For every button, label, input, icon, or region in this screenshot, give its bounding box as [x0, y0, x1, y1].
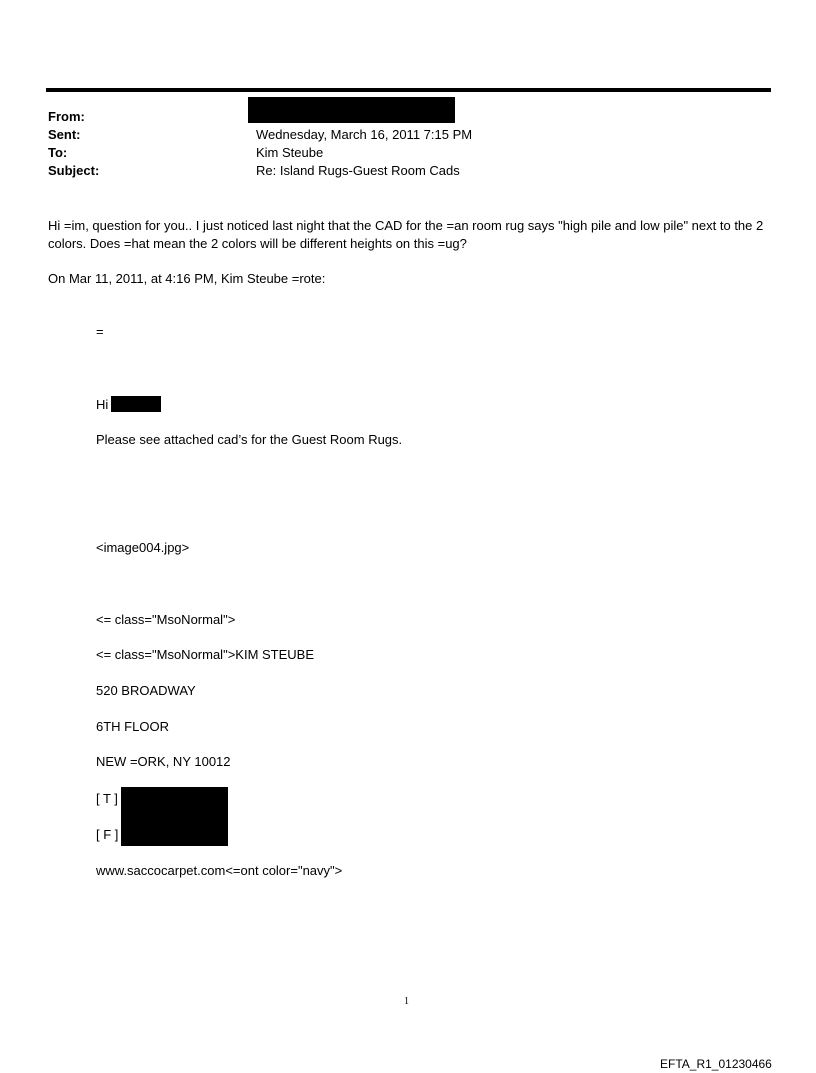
address-line-3: NEW =ORK, NY 10012	[96, 754, 231, 769]
page-number: 1	[404, 996, 409, 1007]
redaction-from	[248, 97, 455, 123]
header-rule	[46, 88, 771, 92]
to-label: To:	[48, 145, 68, 160]
website-line: www.saccocarpet.com<=ont color="navy">	[96, 863, 343, 878]
from-label: From:	[48, 109, 85, 124]
redaction-phone-fax	[121, 787, 228, 846]
attach-line: Please see attached cad’s for the Guest Room Rugs.	[96, 432, 403, 447]
sent-label: Sent:	[48, 127, 81, 142]
quote-intro: On Mar 11, 2011, at 4:16 PM, Kim Steube =rote:	[48, 271, 326, 286]
subject-value: Re: Island Rugs-Guest Room Cads	[256, 163, 460, 178]
image-reference: <image004.jpg>	[96, 540, 190, 555]
tel-label: [ T ]	[96, 791, 118, 806]
address-line-2: 6TH FLOOR	[96, 719, 169, 734]
greeting: Hi	[96, 397, 109, 412]
fax-label: [ F ]	[96, 827, 119, 842]
to-value: Kim Steube	[256, 145, 324, 160]
address-line-1: 520 BROADWAY	[96, 683, 196, 698]
redaction-name	[111, 396, 161, 412]
message-paragraph: Hi =im, question for you.. I just noticed last night that the CAD for the =an room rug says "high pile and low pile" next to the 2 colors. Does =hat mean the 2 colors will be different heights on this =ug?	[48, 218, 764, 251]
subject-label: Subject:	[48, 163, 100, 178]
equals-line: =	[96, 324, 104, 339]
document-id: EFTA_R1_01230466	[660, 1057, 772, 1071]
mso-line-2: <= class="MsoNormal">KIM STEUBE	[96, 647, 315, 662]
mso-line-1: <= class="MsoNormal">	[96, 612, 236, 627]
sent-value: Wednesday, March 16, 2011 7:15 PM	[256, 127, 473, 142]
